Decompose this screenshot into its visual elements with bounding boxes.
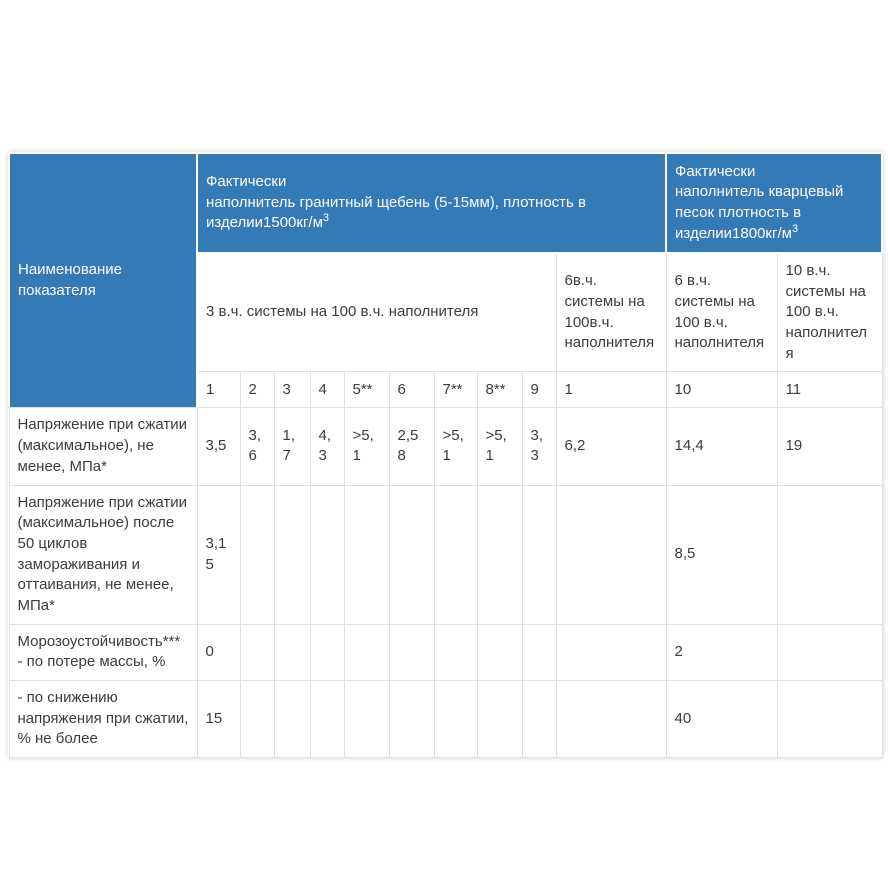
table-row-compressive-strength [9,408,882,485]
table-cell [434,485,477,624]
table-cell: >5,1 [344,408,389,485]
group-header-quartz-line-3: песок плотность в [675,204,802,221]
superscript-3: 3 [791,222,799,235]
table-cell [310,624,344,680]
table-cell: 8,5 [666,485,777,624]
table-cell [556,681,666,758]
column-number: 5** [344,372,389,408]
table-cell [344,681,389,758]
row-label: Морозоустойчивость*** - по потере массы, % [9,624,197,680]
table-cell [477,485,522,624]
column-number: 3 [274,372,310,408]
table-cell [344,624,389,680]
group-header-granite-line-3: изделии1500кг/м [206,214,323,232]
column-number: 6 [389,372,434,408]
column-number: 8** [477,372,522,408]
table-cell: 1,7 [274,408,310,485]
group-header-quartz-line-4: изделии1800кг/м [675,224,792,242]
table-cell [310,485,344,624]
sub-header-6vch-a: 6в.ч. системы на 100в.ч. наполнителя [556,253,666,372]
table-cell: 4,3 [310,408,344,485]
table-cell [522,681,556,758]
materials-spec-table [8,152,883,758]
table-cell [240,681,274,758]
column-number: 1 [197,372,240,408]
table-cell [274,624,310,680]
table-cell [777,485,882,624]
column-number: 10 [666,372,777,408]
table-cell [389,485,434,624]
table-cell [556,624,666,680]
table-row-strength-after-frost-cycles [9,485,882,624]
table-cell: >5,1 [434,408,477,485]
table-cell: 14,4 [666,408,777,485]
table-cell [556,485,666,624]
superscript-3: 3 [322,212,330,225]
row-label: - по снижению напряжения при сжатии, % не более [9,681,197,758]
table-cell [240,485,274,624]
table-cell: 6,2 [556,408,666,485]
table-cell [274,485,310,624]
table-cell: 40 [666,681,777,758]
group-header-quartz-line-2: наполнитель кварцевый [675,183,844,201]
table-cell: 3,3 [522,408,556,485]
sub-header-6vch-b: 6 в.ч. системы на 100 в.ч. наполнителя [666,253,777,372]
table-cell [522,485,556,624]
row-label: Напряжение при сжатии (максимальное), не менее, МПа* [9,408,197,485]
table-cell [344,485,389,624]
group-header-row [9,153,882,253]
group-header-quartz [666,153,882,253]
column-number: 9 [522,372,556,408]
table-cell: 3,15 [197,485,240,624]
column-number: 11 [777,372,882,408]
sub-header-10vch: 10 в.ч. системы на 100 в.ч. наполнителя [777,253,882,372]
table-cell [434,681,477,758]
row-label: Напряжение при сжатии (максимальное) после 50 циклов замораживания и оттаивания, не менее, МПа* [9,485,197,624]
table-cell [240,624,274,680]
table-row-frost-resistance-mass-loss [9,624,882,680]
table-cell [777,624,882,680]
table-cell [477,624,522,680]
table-cell: 2 [666,624,777,680]
group-header-granite-line-1: Фактически [206,172,287,190]
table-cell: >5,1 [477,408,522,485]
group-header-granite [197,153,666,253]
table-cell [389,624,434,680]
table-cell [477,681,522,758]
group-header-granite-line-2: наполнитель гранитный щебень (5-15мм), плотность в [206,193,586,211]
table-cell: 3,6 [240,408,274,485]
table-cell [777,681,882,758]
table-cell [389,681,434,758]
table-cell [434,624,477,680]
table-cell: 0 [197,624,240,680]
table-row-stress-reduction [9,681,882,758]
corner-header-indicator-name: Наименование показателя [9,153,197,408]
table-cell [310,681,344,758]
table-cell: 2,58 [389,408,434,485]
column-number: 1 [556,372,666,408]
table-cell: 19 [777,408,882,485]
sub-header-3vch: 3 в.ч. системы на 100 в.ч. наполнителя [197,253,556,372]
table-cell: 3,5 [197,408,240,485]
column-number: 2 [240,372,274,408]
column-number: 4 [310,372,344,408]
column-number: 7** [434,372,477,408]
group-header-quartz-line-1: Фактически [675,162,756,180]
table-cell [522,624,556,680]
table-cell: 15 [197,681,240,758]
table-cell [274,681,310,758]
